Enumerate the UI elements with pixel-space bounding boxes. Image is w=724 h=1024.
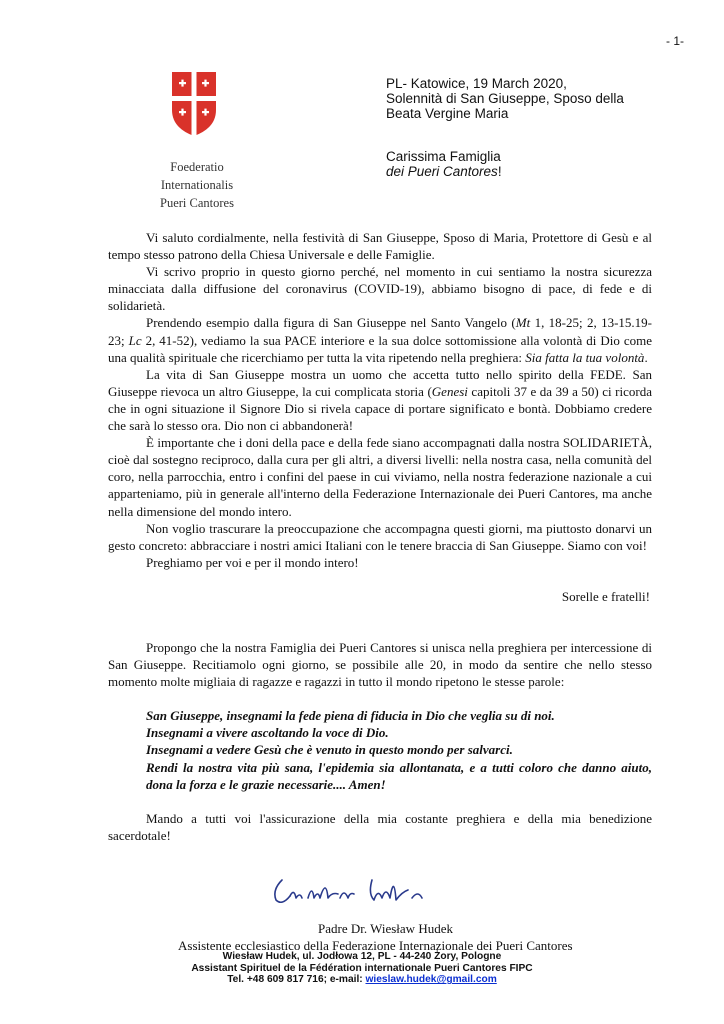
ref-genesi: Genesi bbox=[431, 383, 468, 399]
letter-header bbox=[386, 76, 624, 121]
peace-text-c: 2, 41-52), vediamo la sua PACE interiore e la sua dolce sottomissione alla volontà di Dio come una qualità spirituale che ricerchiamo per tutta la vita ripetendo nella preghiera: bbox=[108, 332, 652, 365]
paragraph-gesture: Non voglio trascurare la preoccupazione che accompagna questi giorni, ma piuttosto donarvi un gesto concreto: abbracciare i nostri amici Italiani con le tenere braccia di San Giuseppe. Siamo con voi! bbox=[108, 520, 652, 553]
fipc-logo-shield-icon bbox=[170, 70, 218, 138]
ref-lc: Lc bbox=[128, 332, 142, 348]
footer-phone: Tel. +48 609 817 716; e-mail: bbox=[227, 974, 366, 986]
feast-line-2: Beata Vergine Maria bbox=[386, 106, 509, 121]
paragraph-brothers-sisters: Sorelle e fratelli! bbox=[561, 588, 650, 604]
paragraph-reason: Vi scrivo proprio in questo giorno perché, nel momento in cui sentiamo la nostra sicurezza minacciata dalla diffusione del coronavirus (COVID-19), abbiamo bisogno di pace, di fede e di solidarietà. bbox=[108, 264, 652, 314]
prayer-line-4: Rendi la nostra vita più sana, l'epidemia sia allontanata, e a tutti coloro che danno aiuto, dona la forza e le grazie necessarie.... Amen! bbox=[146, 759, 652, 792]
prayer-line-3: Insegnami a vedere Gesù che è venuto in questo mondo per salvarci. bbox=[146, 742, 513, 758]
handwritten-signature bbox=[268, 870, 488, 908]
paragraph-greeting: Vi saluto cordialmente, nella festività di San Giuseppe, Sposo di Maria, Protettore di Gesù e al tempo stesso patrono della Chiesa Universale e delle Famiglie. bbox=[108, 230, 652, 263]
salutation-italic: dei Pueri Cantores bbox=[386, 164, 498, 179]
organization-name bbox=[138, 158, 256, 212]
footer-address: Wiesław Hudek, ul. Jodłowa 12, PL - 44-240 Żory, Pologne bbox=[222, 951, 502, 962]
salutation-line-1: Carissima Famiglia bbox=[386, 149, 501, 164]
paragraph-pray: Preghiamo per voi e per il mondo intero! bbox=[146, 554, 359, 570]
organization-line-1: Foederatio Internationalis bbox=[160, 160, 234, 192]
prayer-line-1: San Giuseppe, insegnami la fede piena di fiducia in Dio che veglia su di noi. bbox=[146, 708, 555, 724]
feast-line-1: Solennità di San Giuseppe, Sposo della bbox=[386, 91, 624, 106]
peace-text-a: Prendendo esempio dalla figura di San Giuseppe nel Santo Vangelo ( bbox=[146, 315, 516, 331]
quote-fiat: Sia fatta la tua volontà bbox=[525, 349, 645, 365]
paragraph-blessing: Mando a tutti voi l'assicurazione della mia costante preghiera e della mia benedizione sacerdotale! bbox=[108, 810, 652, 843]
place-date: PL- Katowice, 19 March 2020, bbox=[386, 76, 567, 91]
footer-role: Assistant Spirituel de la Fédération internationale Pueri Cantores FIPC bbox=[191, 962, 533, 974]
prayer-line-2: Insegnami a vivere ascoltando la voce di Dio. bbox=[146, 725, 389, 741]
page-number: - 1- bbox=[666, 34, 684, 48]
ref-mt: Mt bbox=[515, 315, 531, 331]
paragraph-faith bbox=[108, 366, 652, 434]
paragraph-peace bbox=[108, 314, 652, 365]
footer-contact bbox=[0, 974, 724, 986]
footer bbox=[0, 951, 724, 986]
salutation-tail: ! bbox=[497, 164, 502, 179]
faith-text-b: capitoli 37 e da 39 a 50) ci ricorda che in ogni situazione il Signore Dio si rivela capace di portare significato e bontà. Dobbiamo credere che sarà lo stesso ora. Dio non ci abbandonerà! bbox=[108, 383, 652, 434]
paragraph-proposal: Propongo che la nostra Famiglia dei Pueri Cantores si unisca nella preghiera per intercessione di San Giuseppe. Recitiamolo ogni giorno, se possibile alle 20, in modo da sentire che nello stesso momento molte migliaia di ragazze e ragazzi in tutto il mondo ripetono le stesse parole: bbox=[108, 639, 652, 690]
letter-body bbox=[108, 229, 652, 844]
salutation bbox=[386, 149, 502, 179]
signatory-name: Padre Dr. Wiesław Hudek bbox=[318, 921, 453, 936]
email-link[interactable]: wieslaw.hudek@gmail.com bbox=[365, 974, 497, 986]
prayer-block bbox=[108, 707, 652, 792]
paragraph-solidarity: È importante che i doni della pace e della fede siano accompagnati dalla nostra SOLIDARIETÀ, cioè dal sostegno reciproco, dalla cura per gli altri, a diversi livelli: nella nostra casa, nella comunità del coro, nella parrocchia, entro i confini del paese in cui viviamo, nella nostra federazione nazionale a cui apparteniamo, più in generale all'interno della Federazione Internazionale dei Pueri Cantores, ma anche nella dimensione del mondo intero. bbox=[108, 435, 652, 519]
peace-text-end: . bbox=[644, 349, 648, 365]
salutation-line-2 bbox=[386, 164, 502, 179]
peace-text-b: 1, 18-25; 2, 13-15.19-23; bbox=[108, 315, 652, 348]
organization-line-2: Pueri Cantores bbox=[160, 196, 234, 210]
signatory-title: Assistente ecclesiastico della Federazione Internazionale dei Pueri Cantores bbox=[178, 938, 573, 953]
faith-text-a: La vita di San Giuseppe mostra un uomo che accetta tutto nello spirito della FEDE. San Giuseppe rievoca un altro Giuseppe, la cui complicata storia ( bbox=[108, 366, 652, 399]
